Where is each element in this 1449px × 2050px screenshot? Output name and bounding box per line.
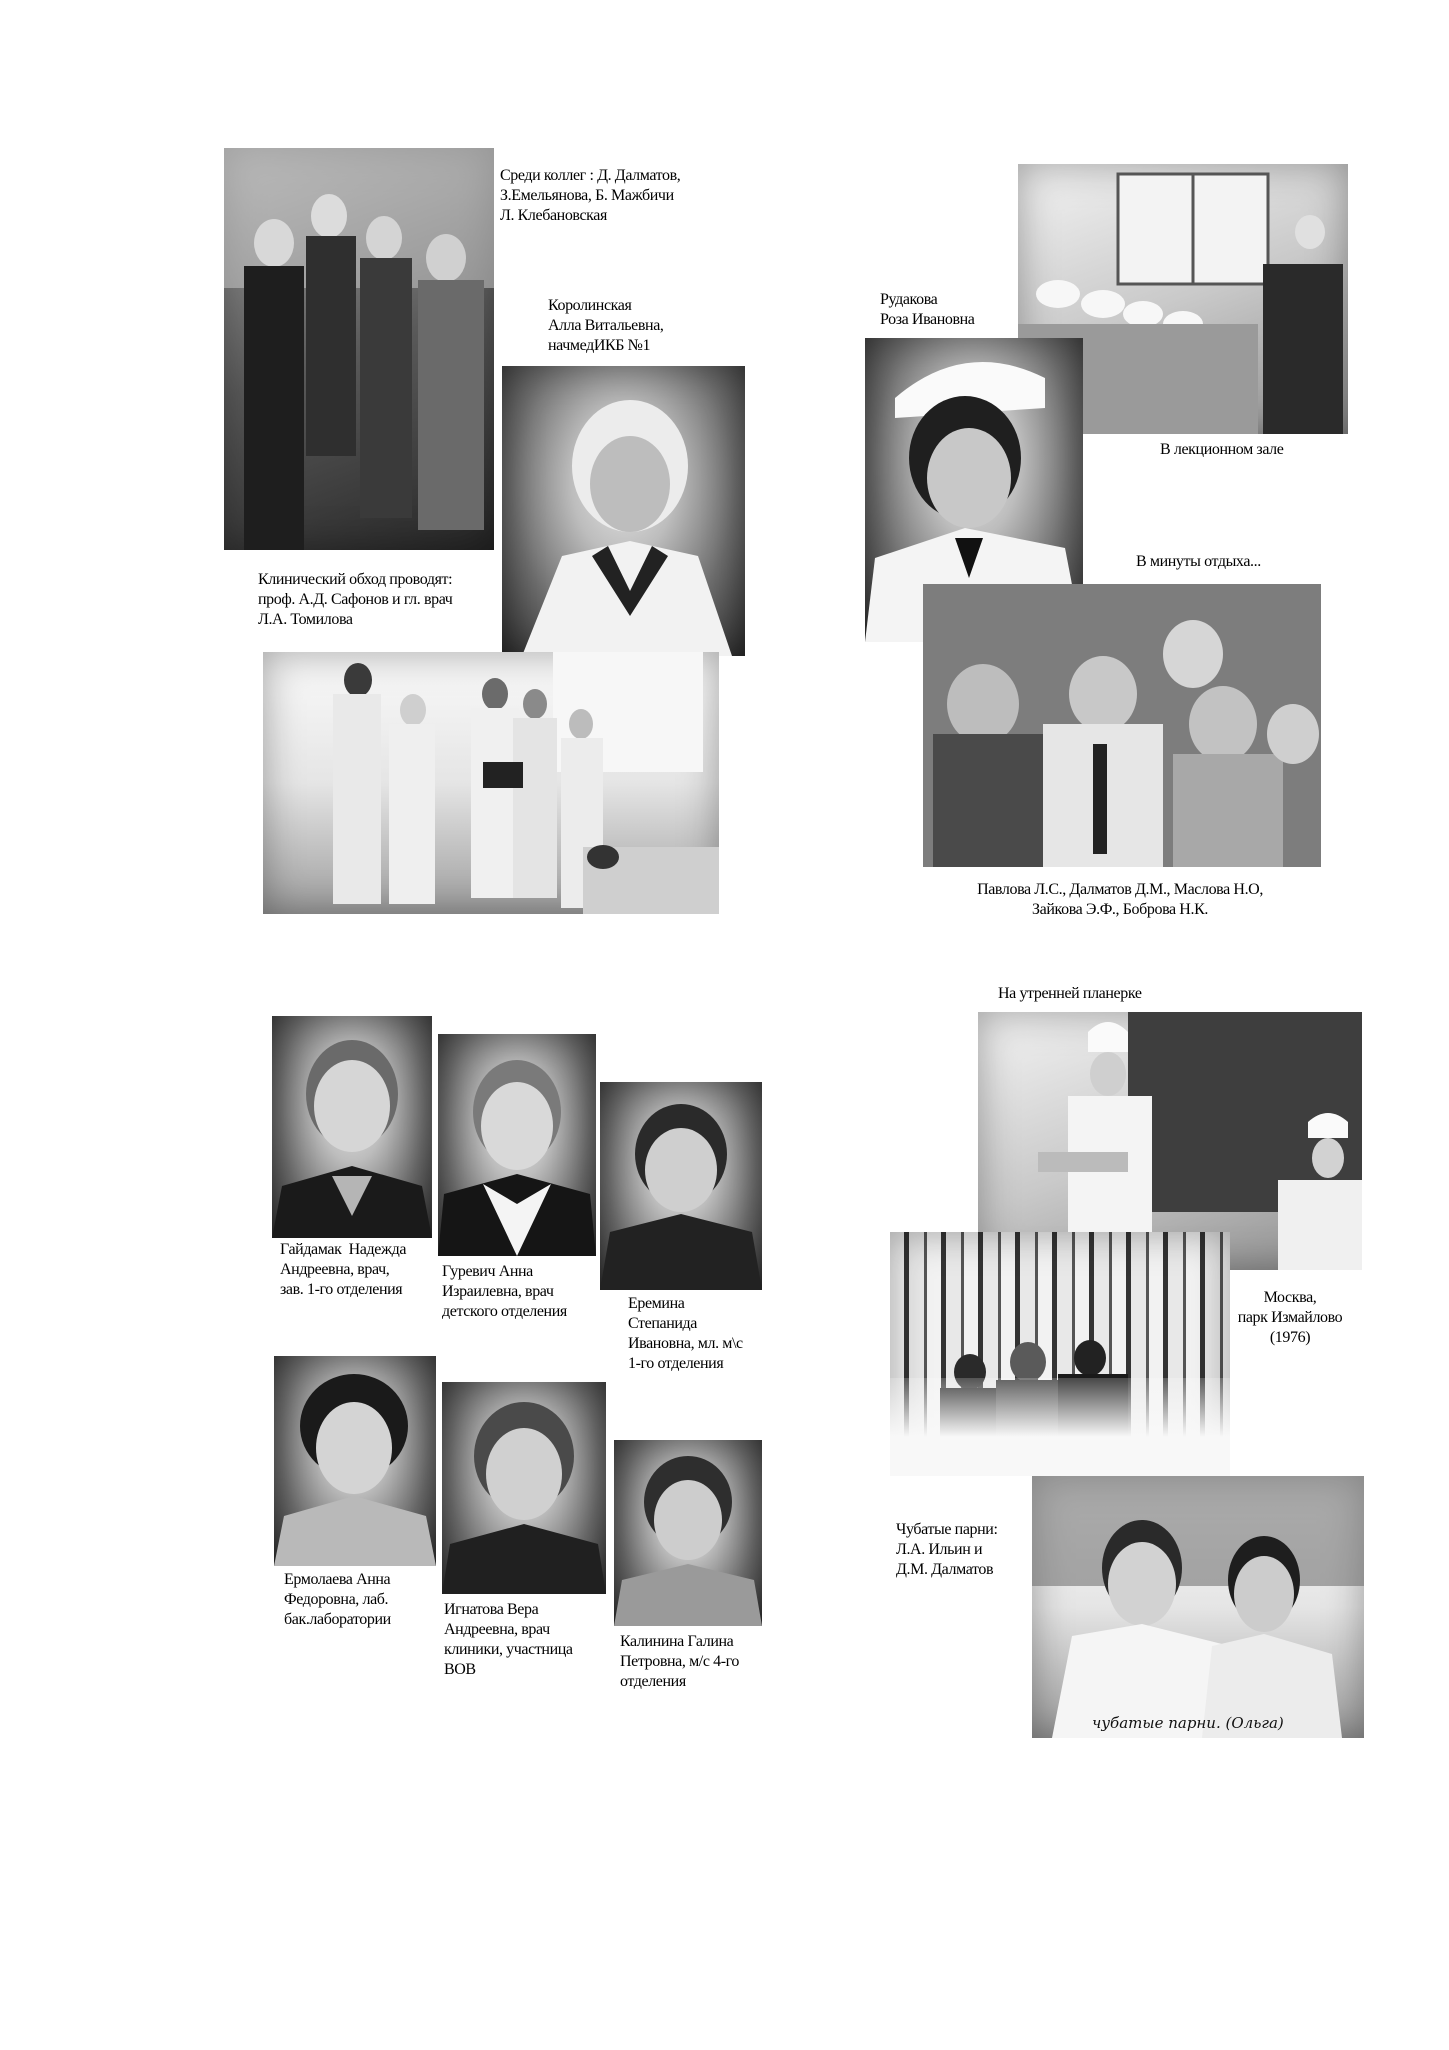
photo-rest-minutes-figures <box>923 584 1321 867</box>
photo-clinical-round-figures <box>263 652 719 914</box>
photo-colleagues-group <box>224 148 494 550</box>
portrait-eremina <box>600 1082 762 1290</box>
caption-gaidamak: Гайдамак Надежда Андреевна, врач, зав. 1-го отделения <box>280 1241 407 1298</box>
portrait-ermolaeva <box>274 1356 436 1566</box>
caption-clinical-round: Клинический обход проводят: проф. А.Д. Сафонов и гл. врач Л.А. Томилова <box>258 571 453 628</box>
photo-forelock-guys-figures <box>1032 1476 1364 1738</box>
caption-gurevich: Гуревич Анна Израилевна, врач детского отделения <box>442 1263 567 1320</box>
caption-ignatova: Игнатова Вера Андреевна, врач клиники, участница ВОВ <box>444 1601 573 1678</box>
portrait-gurevich-figure <box>438 1034 596 1256</box>
caption-forelock-guys: Чубатые парни: Л.А. Ильин и Д.М. Далматов <box>896 1521 998 1578</box>
photo-korolinskaya <box>502 366 745 656</box>
caption-rudakova: Рудакова Роза Ивановна <box>880 291 975 328</box>
photo-korolinskaya-figure <box>502 366 745 656</box>
caption-rest-minutes: В минуты отдыха... <box>1136 553 1261 570</box>
caption-korolinskaya: Королинская Алла Витальевна, начмедИКБ №1 <box>548 297 664 354</box>
photo-rest-minutes-group <box>923 584 1321 867</box>
portrait-eremina-figure <box>600 1082 762 1290</box>
caption-rest-group-names: Павлова Л.С., Далматов Д.М., Маслова Н.О, Зайкова Э.Ф., Боброва Н.К. <box>977 881 1263 918</box>
portrait-ermolaeva-figure <box>274 1356 436 1566</box>
portrait-ignatova <box>442 1382 606 1594</box>
caption-lecture-hall: В лекционном зале <box>1160 441 1284 458</box>
photo-clinical-round <box>263 652 719 914</box>
portrait-gaidamak-figure <box>272 1016 432 1238</box>
portrait-kalinina <box>614 1440 762 1626</box>
caption-ermolaeva: Ермолаева Анна Федоровна, лаб. бак.лаборатории <box>284 1571 391 1628</box>
portrait-kalinina-figure <box>614 1440 762 1626</box>
photo-colleagues-group-figures <box>224 148 494 550</box>
photo-forelock-guys <box>1032 1476 1364 1738</box>
portrait-gurevich <box>438 1034 596 1256</box>
caption-colleagues: Среди коллег : Д. Далматов, З.Емельянова, Б. Мажбичи Л. Клебановская <box>500 167 681 224</box>
portrait-ignatova-figure <box>442 1382 606 1594</box>
photo-izmailovo-figures <box>890 1232 1230 1476</box>
caption-kalinina: Калинина Галина Петровна, м/с 4-го отделения <box>620 1633 740 1690</box>
photo-izmailovo <box>890 1232 1230 1476</box>
caption-eremina: Еремина Степанида Ивановна, мл. м\с 1-го отделения <box>628 1295 743 1372</box>
portrait-gaidamak <box>272 1016 432 1238</box>
caption-izmailovo: Москва, парк Измайлово (1976) <box>1237 1289 1343 1346</box>
photo-handwritten-inscription: чубатые парни. (Ольга) <box>1092 1714 1284 1732</box>
caption-morning-meeting: На утренней планерке <box>998 985 1142 1002</box>
